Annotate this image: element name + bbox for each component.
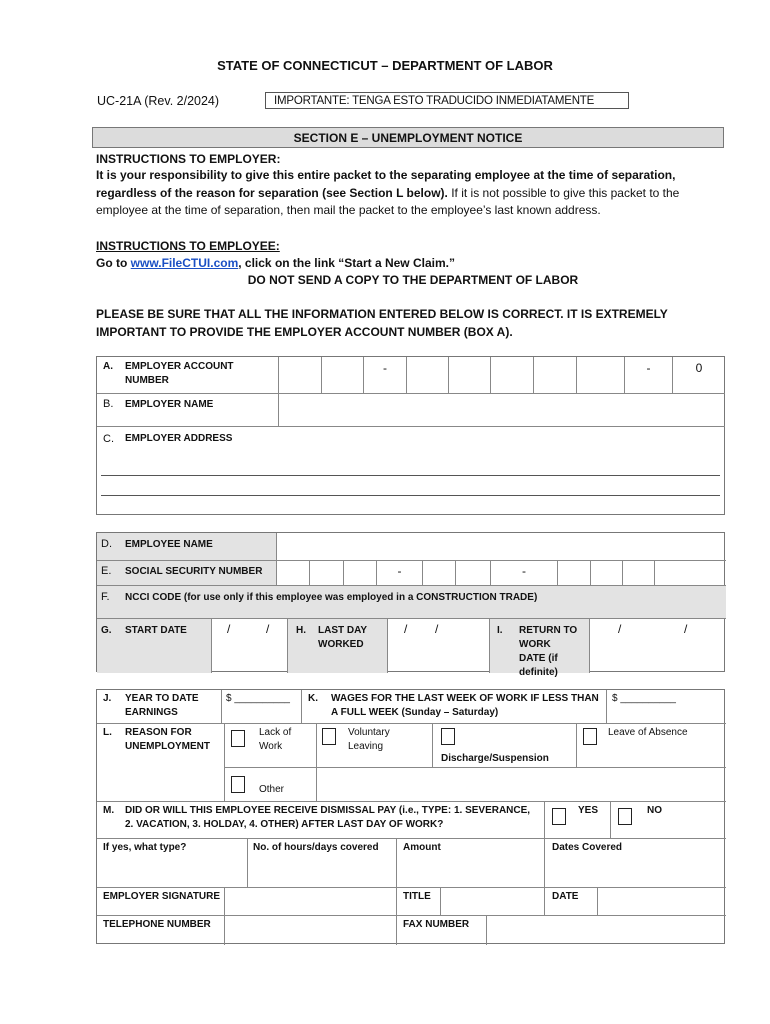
letter-k: K. (308, 693, 318, 704)
start-date-label: START DATE (125, 625, 187, 636)
reason-label-cell (97, 724, 225, 802)
ssn-digit-box[interactable] (655, 561, 726, 586)
reason-for-unemployment-label: REASON FOR UNEMPLOYMENT (125, 727, 210, 752)
ytd-dollar-blank: $ __________ (226, 693, 290, 704)
account-digit-box[interactable] (322, 357, 364, 394)
account-digit-box[interactable] (279, 357, 322, 394)
last-week-wages-label-cell (302, 690, 607, 724)
title-label-cell (397, 888, 441, 916)
section-title-bar: SECTION E – UNEMPLOYMENT NOTICE (92, 127, 724, 148)
other-option (225, 768, 317, 802)
date-label: DATE (552, 891, 579, 902)
yes-checkbox[interactable] (552, 808, 566, 825)
letter-b: B. (103, 398, 114, 410)
form-title: STATE OF CONNECTICUT – DEPARTMENT OF LABOR (217, 58, 553, 73)
dismissal-pay-question: DID OR WILL THIS EMPLOYEE RECEIVE DISMISSAL PAY (i.e., TYPE: 1. SEVERANCE, 2. VACATION, 3. HOLDAY, 4. OTHER) AFTER LAST DAY OF WORK? (125, 805, 531, 830)
telephone-number-field[interactable] (225, 916, 397, 945)
employee-name-field[interactable] (277, 533, 726, 561)
letter-e: E. (101, 565, 112, 577)
go-to-text: Go to (96, 256, 131, 270)
ytd-label-cell (97, 690, 222, 724)
other-reason-field[interactable] (317, 768, 726, 802)
ssn-digit-box[interactable] (344, 561, 377, 586)
ssn-dash-box: - (377, 561, 423, 586)
title-label: TITLE (403, 891, 431, 902)
employee-instructions-line (96, 255, 455, 273)
ytd-earnings-field[interactable] (222, 690, 302, 724)
date-slash: / (435, 622, 439, 636)
hours-covered-field[interactable] (248, 839, 397, 888)
start-date-label-cell (97, 619, 212, 673)
telephone-label-cell (97, 916, 225, 945)
return-date-field[interactable] (590, 619, 726, 673)
leave-of-absence-checkbox[interactable] (583, 728, 597, 745)
employer-account-label-cell (97, 357, 279, 394)
ssn-label: SOCIAL SECURITY NUMBER (125, 566, 263, 577)
fax-label-cell (397, 916, 487, 945)
letter-j: J. (103, 693, 112, 704)
ncci-code-row (97, 586, 726, 619)
date-slash: / (618, 622, 622, 636)
return-date-label-cell (490, 619, 590, 678)
lack-of-work-checkbox[interactable] (231, 730, 245, 747)
letter-g: G. (101, 625, 112, 636)
ssn-digit-box[interactable] (558, 561, 591, 586)
date-slash: / (227, 622, 231, 636)
do-not-send-notice: DO NOT SEND A COPY TO THE DEPARTMENT OF LABOR (247, 273, 579, 287)
title-field[interactable] (441, 888, 545, 916)
if-yes-type-label: If yes, what type? (103, 842, 187, 853)
discharge-suspension-label: Discharge/Suspension (441, 753, 549, 764)
employee-instructions-heading: INSTRUCTIONS TO EMPLOYEE: (96, 239, 280, 253)
dates-covered-field[interactable] (545, 839, 726, 888)
amount-field[interactable] (397, 839, 545, 888)
employer-name-field[interactable] (279, 394, 725, 427)
employer-signature-field[interactable] (225, 888, 397, 916)
letter-a: A. (103, 361, 113, 372)
filectui-link[interactable]: www.FileCTUI.com (130, 256, 239, 270)
account-digit-box[interactable] (449, 357, 491, 394)
last-week-wages-label: WAGES FOR THE LAST WEEK OF WORK IF LESS THAN A FULL WEEK (Sunday – Saturday) (331, 693, 599, 718)
letter-i: I. (497, 625, 503, 636)
account-digit-box[interactable] (491, 357, 534, 394)
ssn-digit-box[interactable] (277, 561, 310, 586)
date-slash: / (266, 622, 270, 636)
start-claim-text: , click on the link “Start a New Claim.” (238, 256, 455, 270)
ssn-digit-box[interactable] (423, 561, 456, 586)
accuracy-notice: PLEASE BE SURE THAT ALL THE INFORMATION ENTERED BELOW IS CORRECT. IT IS EXTREMELY IMPORTANT TO PROVIDE THE EMPLOYER ACCOUNT NUMBER (BOX A). (96, 307, 668, 339)
ssn-digit-box[interactable] (623, 561, 655, 586)
dismissal-type-field[interactable] (97, 839, 248, 888)
no-label: NO (647, 805, 662, 816)
ytd-earnings-label: YEAR TO DATE EARNINGS (125, 693, 199, 718)
letter-c: C. (103, 433, 114, 445)
leave-of-absence-label: Leave of Absence (608, 727, 688, 738)
other-checkbox[interactable] (231, 776, 245, 793)
account-dash-box: - (364, 357, 407, 394)
separation-info-table (96, 689, 725, 944)
employee-info-table (96, 532, 725, 678)
last-day-label-cell (288, 619, 388, 673)
k-dollar-blank: $ __________ (612, 693, 676, 704)
ncci-code-label: NCCI CODE (for use only if this employee was employed in a CONSTRUCTION TRADE) (125, 592, 538, 603)
account-digit-box[interactable] (577, 357, 625, 394)
last-day-worked-label: LAST DAY WORKED (318, 625, 367, 650)
employee-name-label-cell (97, 533, 277, 561)
ssn-digit-box[interactable] (456, 561, 491, 586)
amount-label: Amount (403, 842, 441, 853)
start-date-field[interactable] (212, 619, 288, 673)
account-dash-box: - (625, 357, 673, 394)
translation-notice-box: IMPORTANTE: TENGA ESTO TRADUCIDO INMEDIATAMENTE (265, 92, 629, 109)
last-week-wages-field[interactable] (607, 690, 726, 724)
voluntary-leaving-option (317, 724, 433, 768)
other-label: Other (259, 784, 285, 795)
ssn-dash-box: - (491, 561, 558, 586)
address-line-1[interactable] (101, 475, 720, 476)
letter-m: M. (103, 805, 115, 816)
employee-name-label: EMPLOYEE NAME (125, 539, 213, 550)
telephone-number-label: TELEPHONE NUMBER (103, 919, 211, 930)
discharge-option (433, 724, 577, 768)
voluntary-leaving-checkbox[interactable] (322, 728, 336, 745)
employer-address-label: EMPLOYER ADDRESS (125, 433, 233, 444)
voluntary-leaving-label: Voluntary Leaving (348, 727, 390, 752)
account-digit-box[interactable] (534, 357, 577, 394)
employer-instructions-bold: It is your responsibility to give this entire packet to the separating employee at the time of separation, regardless of the reason for separation (see Section L below). (96, 168, 676, 200)
yes-option (545, 802, 611, 839)
date-label-cell (545, 888, 598, 916)
hours-covered-label: No. of hours/days covered (253, 842, 379, 853)
no-checkbox[interactable] (618, 808, 632, 825)
date-slash: / (684, 622, 688, 636)
employer-instructions-text (96, 167, 708, 220)
return-to-work-label: RETURN TO WORK DATE (if definite) (519, 625, 578, 678)
yes-label: YES (578, 805, 599, 816)
letter-h: H. (296, 625, 306, 636)
date-slash: / (404, 622, 408, 636)
dismissal-pay-question-cell (97, 802, 545, 839)
last-day-field[interactable] (388, 619, 490, 673)
leave-of-absence-option (577, 724, 726, 768)
employer-name-label: EMPLOYER NAME (125, 399, 214, 410)
address-line-2[interactable] (101, 495, 720, 496)
letter-l: L. (103, 727, 112, 738)
account-digit-box[interactable] (407, 357, 449, 394)
employer-account-number-label: EMPLOYER ACCOUNT NUMBER (125, 361, 234, 386)
no-option (611, 802, 726, 839)
signature-label-cell (97, 888, 225, 916)
account-zero-box: 0 (673, 357, 725, 394)
lack-of-work-option (225, 724, 317, 768)
ssn-digit-box[interactable] (310, 561, 344, 586)
letter-f: F. (101, 591, 110, 603)
employer-instructions-normal: If it is not possible to give this packet to the employee at the time of separation, then mail the packet to the employee’s last known address. (96, 185, 680, 217)
form-number: UC-21A (Rev. 2/2024) (97, 94, 220, 108)
employer-signature-label: EMPLOYER SIGNATURE (103, 891, 221, 902)
dates-covered-label: Dates Covered (552, 842, 623, 853)
lack-of-work-label: Lack of Work (259, 727, 292, 752)
letter-d: D. (101, 538, 112, 550)
fax-number-field[interactable] (487, 916, 726, 945)
fax-number-label: FAX NUMBER (403, 919, 470, 930)
employer-instructions-heading: INSTRUCTIONS TO EMPLOYER: (96, 152, 281, 166)
ssn-label-cell (97, 561, 277, 586)
date-field[interactable] (598, 888, 726, 916)
employer-name-label-cell (97, 394, 279, 427)
employer-info-table (96, 356, 725, 515)
ssn-digit-box[interactable] (591, 561, 623, 586)
discharge-checkbox[interactable] (441, 728, 455, 745)
